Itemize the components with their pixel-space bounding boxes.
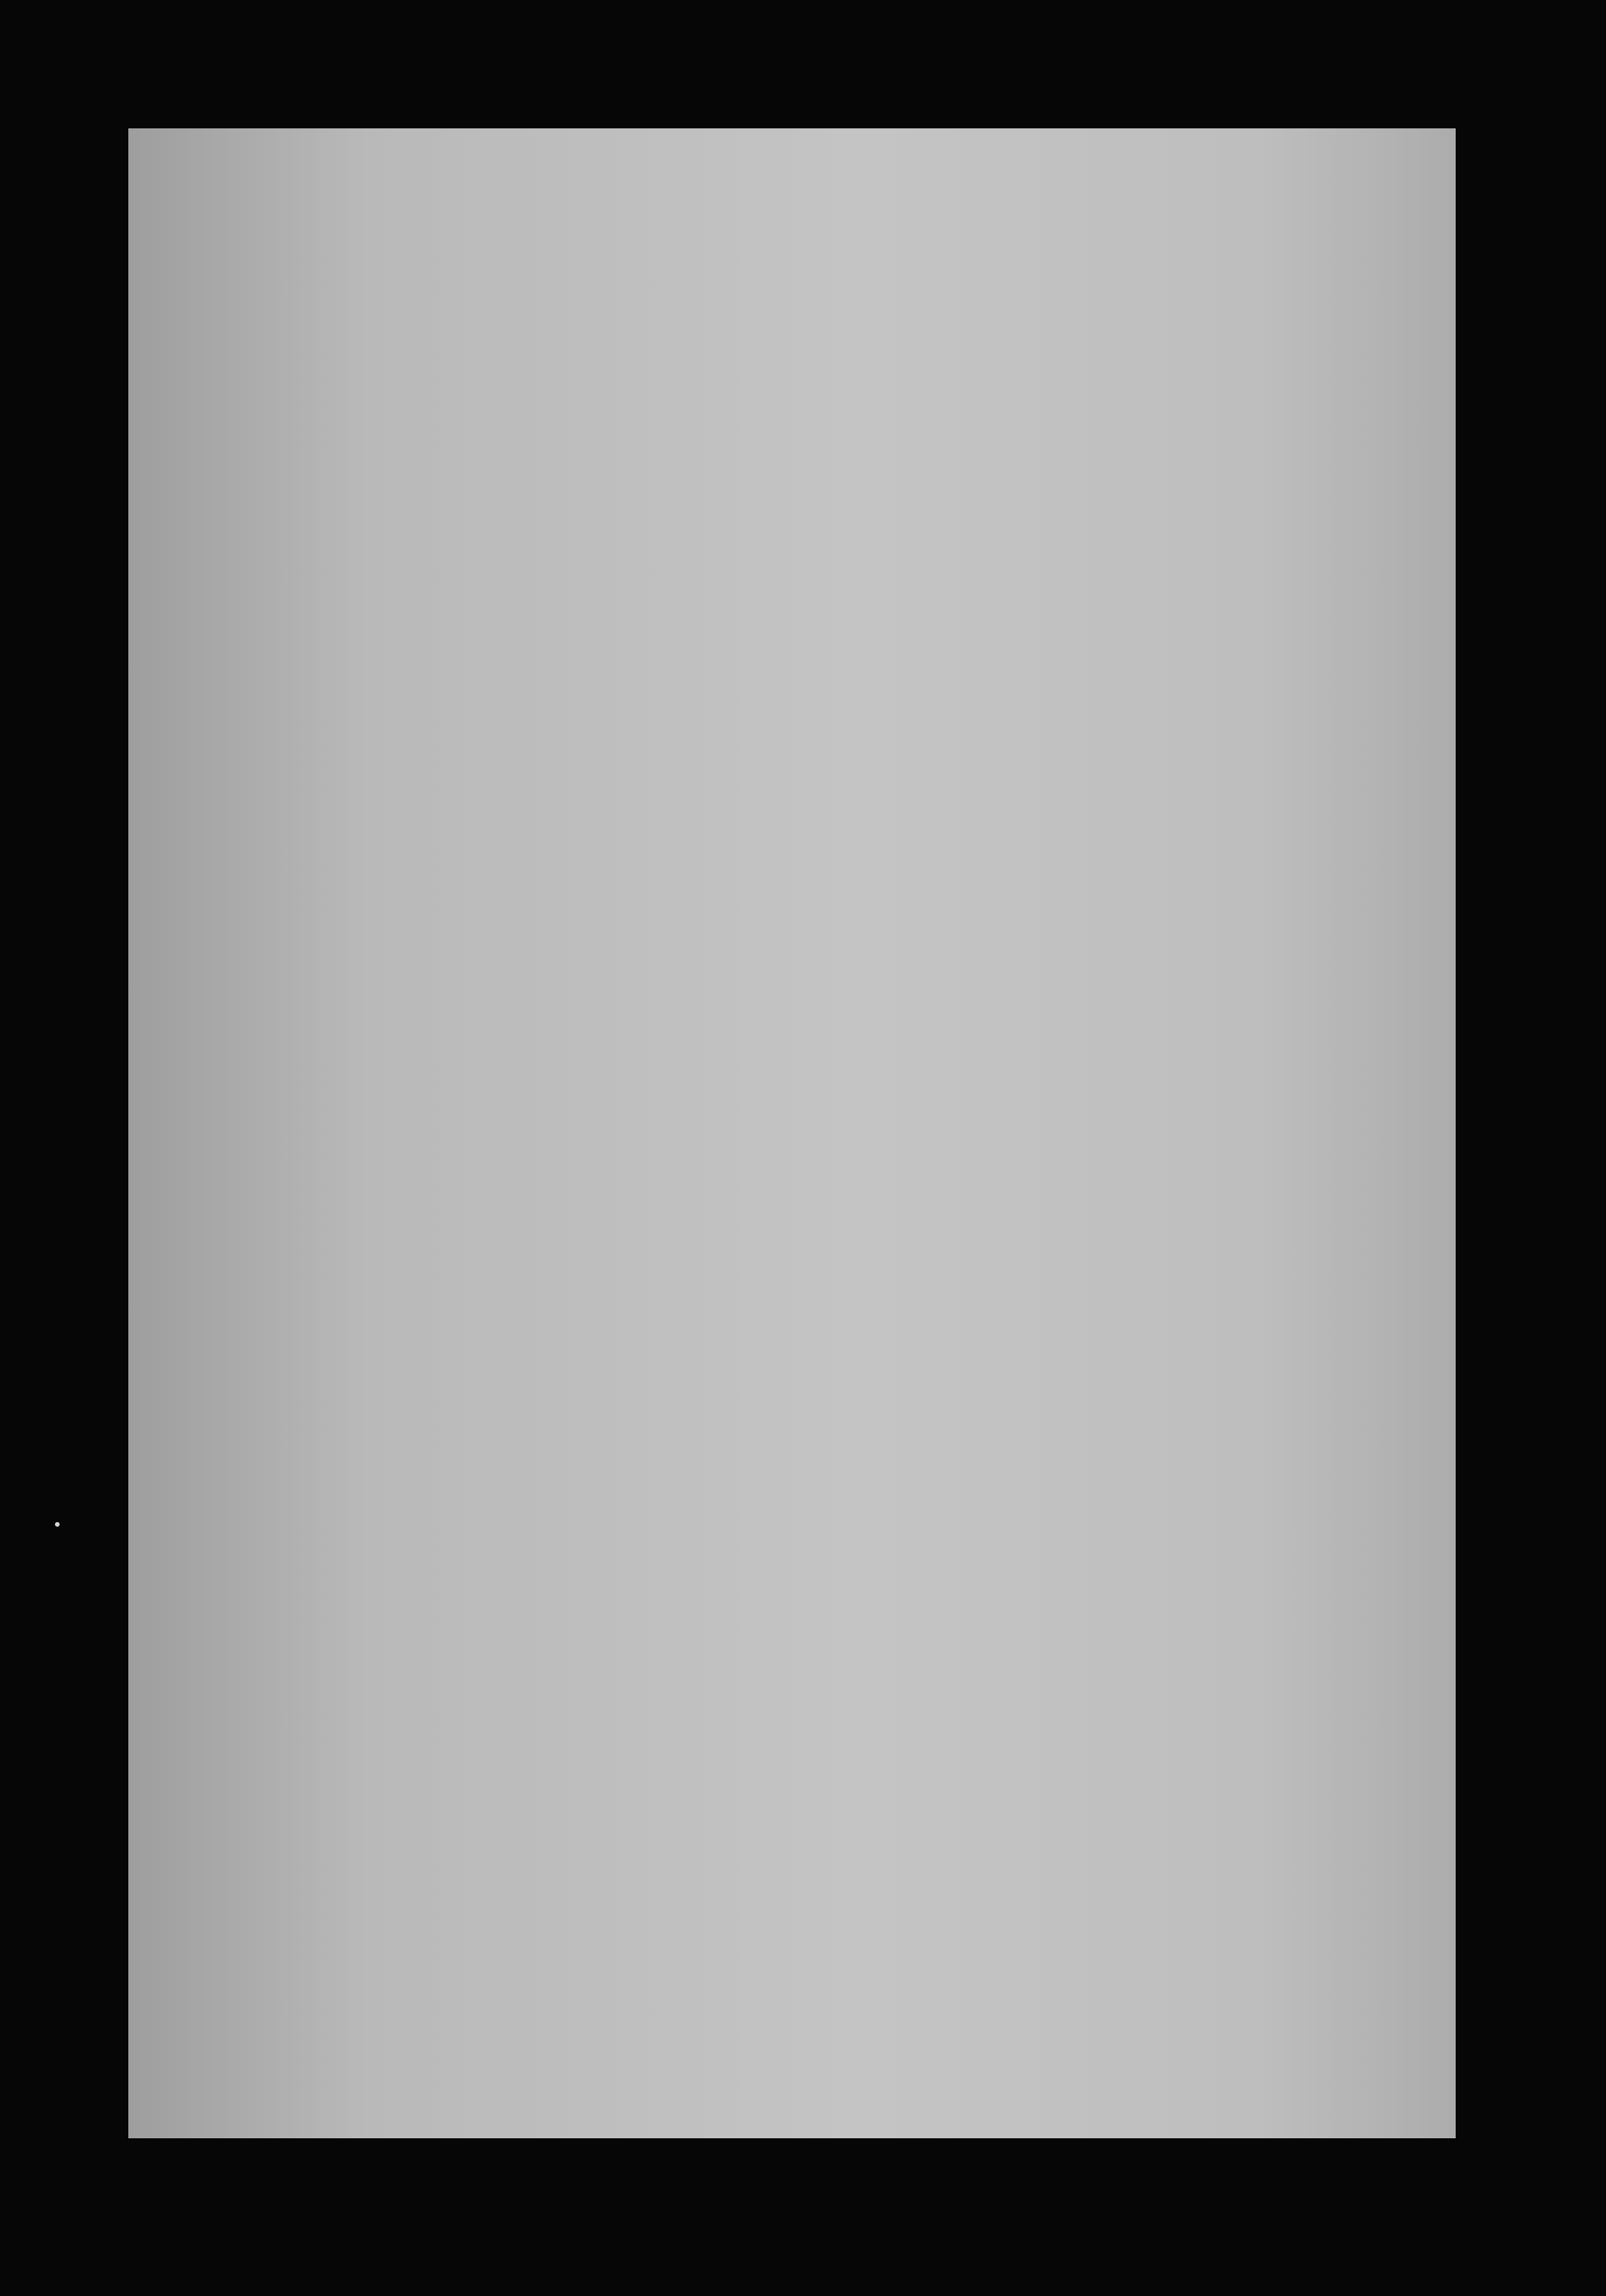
- film-speck: [55, 1522, 60, 1527]
- document-sheet: [128, 128, 1456, 2138]
